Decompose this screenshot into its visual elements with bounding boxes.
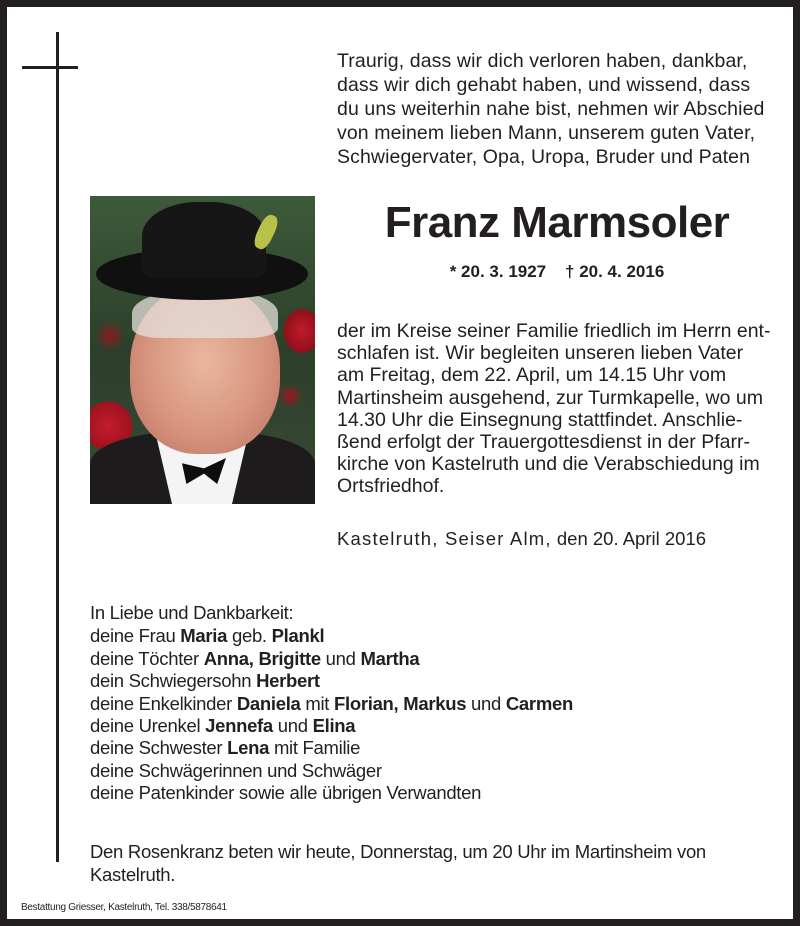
mourner-line bbox=[90, 648, 690, 670]
mourners-list bbox=[90, 602, 690, 805]
body-line: schlafen ist. Wir begleiten unseren lieben Vater bbox=[337, 342, 744, 365]
mourner-name: Elina bbox=[312, 715, 356, 737]
rosary-notice bbox=[90, 840, 790, 886]
body-line: ßend erfolgt der Trauergottesdienst in der Pfarr- bbox=[337, 431, 750, 454]
mourner-line bbox=[90, 737, 690, 759]
life-dates: * 20. 3. 1927 † 20. 4. 2016 bbox=[449, 262, 665, 281]
mourner-line bbox=[90, 625, 690, 647]
mourner-relation: deine Urenkel bbox=[90, 715, 206, 737]
mourner-name: Anna, Brigitte bbox=[203, 647, 321, 669]
body-line: am Freitag, dem 22. April, um 14.15 Uhr vom bbox=[337, 364, 727, 387]
funeral-home-footer: Bestattung Griesser, Kastelruth, Tel. 338/5878641 bbox=[21, 902, 227, 913]
mourner-name: Maria bbox=[180, 625, 228, 647]
mourner-name: Florian, Markus bbox=[333, 692, 467, 714]
mourner-relation: deine Schwägerinnen und Schwäger bbox=[90, 759, 382, 781]
body-line: Martinsheim ausgehend, zur Turmkapelle, wo um bbox=[337, 386, 763, 409]
mourner-name: Carmen bbox=[505, 692, 573, 714]
mourner-relation: mit bbox=[300, 692, 334, 714]
intro-line: von meinem lieben Mann, unserem guten Vater, bbox=[337, 122, 756, 144]
cross-horizontal-bar bbox=[22, 66, 78, 69]
mourner-relation: geb. bbox=[227, 625, 272, 647]
body-line: Ortsfriedhof. bbox=[337, 475, 445, 498]
mourner-relation: mit Familie bbox=[269, 737, 361, 759]
mourner-name: Herbert bbox=[256, 670, 320, 692]
mourner-line bbox=[90, 760, 690, 782]
body-line: 14.30 Uhr die Einsegnung stattfindet. Anschlie- bbox=[337, 408, 743, 431]
intro-line: du uns weiterhin nahe bist, nehmen wir Abschied bbox=[337, 98, 765, 120]
photo-hat-crown bbox=[142, 202, 266, 278]
date: den 20. April 2016 bbox=[556, 528, 707, 549]
portrait-photo bbox=[90, 196, 315, 504]
body-line: kirche von Kastelruth und die Verabschiedung im bbox=[337, 453, 760, 476]
cross-vertical-bar bbox=[56, 32, 59, 862]
mourner-line bbox=[90, 693, 690, 715]
mourner-relation: dein Schwiegersohn bbox=[90, 670, 257, 692]
rosary-line: Den Rosenkranz beten wir heute, Donnerstag, um 20 Uhr im Martinsheim von bbox=[90, 841, 706, 862]
mourners-heading: In Liebe und Dankbarkeit: bbox=[90, 602, 294, 623]
obituary-notice bbox=[7, 7, 793, 919]
intro-line: Traurig, dass wir dich verloren haben, dankbar, bbox=[337, 50, 748, 72]
funeral-details bbox=[337, 320, 777, 498]
mourner-relation: und bbox=[272, 715, 313, 737]
intro-line: Schwiegervater, Opa, Uropa, Bruder und Paten bbox=[337, 146, 751, 168]
mourner-line bbox=[90, 782, 690, 804]
place-and-date bbox=[337, 527, 777, 551]
deceased-name: Franz Marmsoler bbox=[384, 198, 730, 247]
mourner-relation: und bbox=[320, 647, 361, 669]
mourner-name: Martha bbox=[360, 647, 420, 669]
mourner-relation: deine Schwester bbox=[90, 737, 228, 759]
mourner-relation: deine Töchter bbox=[90, 647, 204, 669]
mourner-relation: deine Frau bbox=[90, 625, 181, 647]
intro-text bbox=[337, 49, 777, 169]
place: Kastelruth, Seiser Alm, bbox=[337, 528, 552, 549]
mourner-name: Plankl bbox=[271, 625, 325, 647]
rosary-line: Kastelruth. bbox=[90, 864, 176, 885]
body-line: der im Kreise seiner Familie friedlich im Herrn ent- bbox=[337, 320, 771, 342]
mourner-relation: und bbox=[466, 692, 506, 714]
mourner-name: Lena bbox=[227, 737, 270, 759]
mourner-line bbox=[90, 715, 690, 737]
mourner-name: Daniela bbox=[236, 692, 301, 714]
mourner-relation: deine Patenkinder sowie alle übrigen Verwandten bbox=[90, 782, 482, 804]
mourner-name: Jennefa bbox=[205, 715, 273, 737]
mourner-line bbox=[90, 670, 690, 692]
mourner-relation: deine Enkelkinder bbox=[90, 692, 237, 714]
intro-line: dass wir dich gehabt haben, und wissend, dass bbox=[337, 74, 751, 96]
